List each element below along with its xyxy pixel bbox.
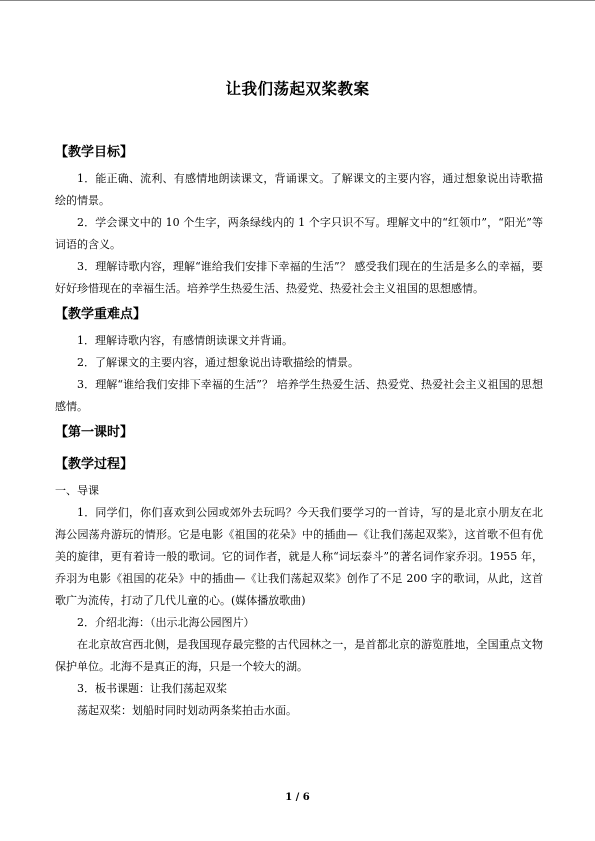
process-subheading-intro: 一、导课 (55, 484, 99, 497)
goal-item-3: 3．理解诗歌内容，理解“谁给我们安排下幸福的生活”？ 感受我们现在的生活是多么的幸福，要好好珍惜现在的幸福生活。培养学生热爱生活、热爱党、热爱社会主义祖国的思想感情。 (55, 260, 543, 295)
process-item-3-detail: 荡起双桨：划船时同时划动两条桨拍击水面。 (77, 704, 297, 717)
process-item-1: 1．同学们，你们喜欢到公园或郊外去玩吗？今天我们要学习的一首诗，写的是北京小朋友在北海公园荡舟游玩的情形。它是电影《祖国的花朵》中的插曲—《让我们荡起双桨》，这首歌不但有优美的旋律，更有着诗一般的歌词。它的词作者，就是人称“词坛泰斗”的著名词作家乔羽。1955 年，乔羽为电影《祖国的花朵》中的插曲—《让我们荡起双桨》创作了不足 200 字的歌词，从此，这首歌广为流传，打动了几代儿童的心。(媒体播放歌曲) (55, 506, 543, 607)
process-item-3: 3．板书课题：让我们荡起双桨 (77, 682, 227, 695)
section-heading-lesson-1: 【第一课时】 (55, 425, 134, 440)
document-body (55, 142, 543, 722)
document-title: 让我们荡起双桨教案 (225, 80, 370, 98)
page-top-border (0, 0, 595, 1)
key-point-item-1: 1．理解诗歌内容，有感情朗读课文并背诵。 (77, 334, 293, 347)
section-heading-key-points: 【教学重难点】 (55, 307, 147, 322)
process-item-2: 2．介绍北海：（出示北海公园图片） (77, 616, 255, 629)
goal-item-2: 2．学会课文中的 10 个生字，两条绿线内的 1 个字只识不写。理解文中的“红领巾”，“阳光”等词语的含义。 (55, 216, 543, 251)
key-point-item-2: 2．了解课文的主要内容，通过想象说出诗歌描绘的情景。 (77, 356, 359, 369)
process-item-2-detail: 在北京故宫西北侧，是我国现存最完整的古代园林之一，是首都北京的游览胜地，全国重点文物保护单位。北海不是真正的海，只是一个较大的湖。 (55, 638, 543, 673)
page-number: 1 / 6 (285, 792, 310, 803)
goal-item-1: 1．能正确、流利、有感情地朗读课文，背诵课文。了解课文的主要内容，通过想象说出诗歌描绘的情景。 (55, 172, 543, 207)
key-point-item-3: 3．理解“谁给我们安排下幸福的生活”？ 培养学生热爱生活、热爱党、热爱社会主义祖国的思想感情。 (55, 378, 543, 413)
section-heading-process: 【教学过程】 (55, 457, 134, 472)
section-heading-goals: 【教学目标】 (55, 145, 134, 160)
